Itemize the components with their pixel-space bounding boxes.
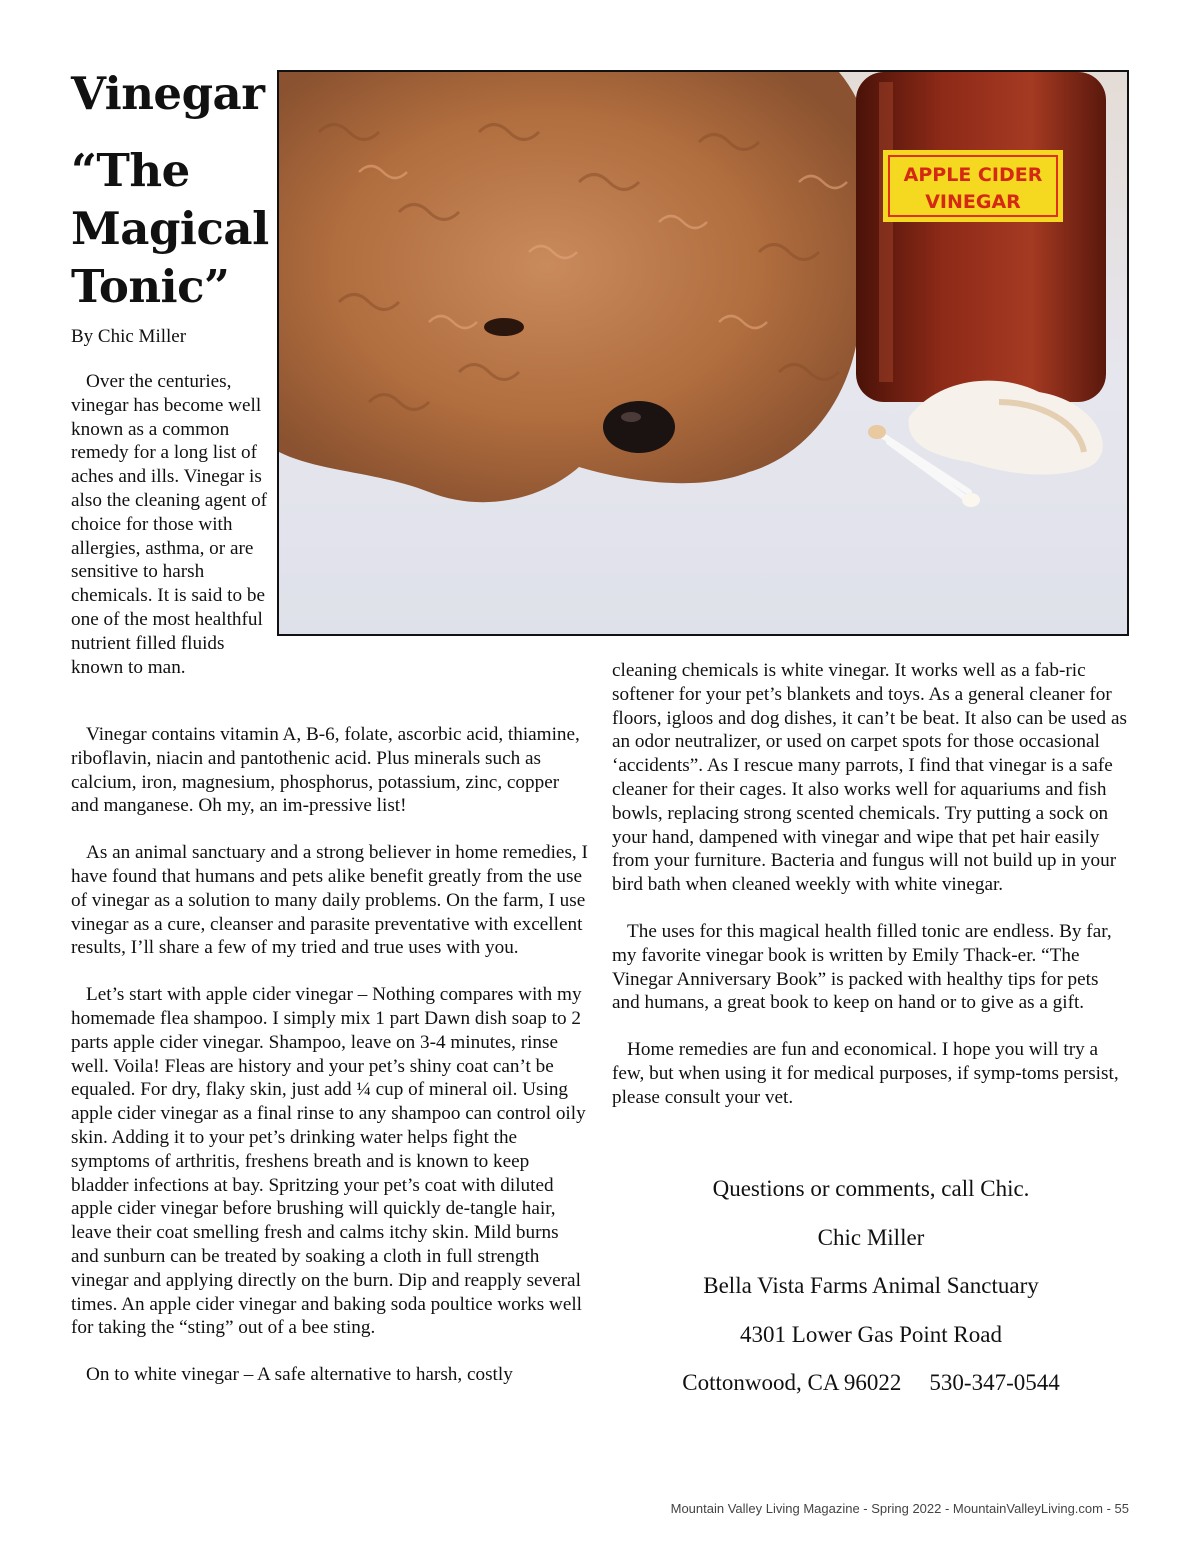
article-subtitle: “The Magical Tonic” — [71, 144, 269, 313]
paragraph: As an animal sanctuary and a strong believer in home remedies, I have found that humans and pets alike benefit greatly from the use of vinegar as a solution to many daily problems. On the farm, I use vinegar as a cure, cleanser and parasite preventative with excellent results, I’ll share a few of my tried and true uses with you. — [71, 842, 588, 959]
right-column — [612, 659, 1130, 1133]
page-footer: Mountain Valley Living Magazine - Spring 2022 - MountainValleyLiving.com - 55 — [670, 1501, 1129, 1516]
contact-city: Cottonwood, CA 96022 — [682, 1370, 902, 1395]
article-photo — [277, 70, 1129, 636]
intro-section — [71, 370, 281, 679]
intro-paragraph: Over the centuries, vinegar has become well known as a common remedy for a long list of aches and ills. Vinegar is also the cleaning agent of choice for those with allergies, asthma, or are sensitive to harsh chemicals. It is said to be one of the most healthful nutrient filled fluids known to man. — [71, 371, 268, 678]
contact-phone: 530-347-0544 — [929, 1370, 1060, 1395]
article-title: Vinegar — [71, 67, 265, 120]
contact-block — [612, 1174, 1130, 1417]
contact-prompt: Questions or comments, call Chic. — [712, 1176, 1030, 1201]
contact-name: Chic Miller — [817, 1224, 925, 1250]
paragraph: Vinegar contains vitamin A, B-6, folate, ascorbic acid, thiamine, riboflavin, niacin and pantothenic acid. Plus minerals such as calcium, iron, magnesium, phosphorus, potassium, zinc, copper and manganese. Oh my, an im-pressive list! — [71, 724, 580, 817]
contact-organization: Bella Vista Farms Animal Sanctuary — [703, 1273, 1039, 1298]
dog-and-vinegar-illustration — [279, 72, 1127, 634]
left-column — [71, 723, 589, 1410]
paragraph: The uses for this magical health filled tonic are endless. By far, my favorite vinegar book is written by Emily Thack-er. “The Vinegar Anniversary Book” is packed with healthy tips for pets and humans, a great book to keep on hand or to give as a gift. — [612, 920, 1112, 1014]
paragraph: Let’s start with apple cider vinegar – Nothing compares with my homemade flea shampoo. I simply mix 1 part Dawn dish soap to 2 parts apple cider vinegar. Shampoo, leave on 3-4 minutes, rinse well. Voila! Fleas are history and your pet’s shiny coat can’t be equaled. For dry, flaky skin, just add ¼ cup of mineral oil. Using apple cider vinegar as a final rinse to any shampoo can control oily skin. Adding it to your pet’s drinking water helps fight the symptoms of arthritis, freshens breath and is known to keep bladder infections at bay. Spritzing your pet’s coat with diluted apple cider vinegar before brushing will quickly de-tangle hair, leave their coat smelling fresh and calms itchy skin. Mild burns and sunburn can be treated by soaking a cloth in full strength vinegar and applying directly on the burn. Dip and reapply several times. An apple cider vinegar and baking soda poultice works well for taking the “sting” out of a bee sting. — [71, 984, 586, 1339]
paragraph: Home remedies are fun and economical. I hope you will try a few, but when using it for medical purposes, if symp-toms persist, please consult your vet. — [612, 1039, 1119, 1108]
label-line-1: APPLE CIDER — [903, 164, 1043, 186]
label-line-2: VINEGAR — [925, 191, 1021, 213]
paragraph: cleaning chemicals is white vinegar. It works well as a fab-ric softener for your pet’s blankets and toys. As a general cleaner for floors, igloos and dog dishes, it can’t be beat. It also can be used as an odor neutralizer, or used on carpet spots for those occasional ‘accidents”. As I rescue many parrots, I find that vinegar is a safe cleaner for their cages. It also works well for aquariums and fish bowls, replacing strong scented chemicals. Try putting a sock on your hand, dampened with vinegar and wipe that pet hair easily from your furniture. Bacteria and fungus will not build up in your bird bath when cleaned weekly with white vinegar. — [612, 660, 1127, 896]
contact-street: 4301 Lower Gas Point Road — [740, 1321, 1002, 1347]
contact-city-phone — [612, 1368, 1130, 1417]
article-byline: By Chic Miller — [71, 326, 187, 347]
paragraph: On to white vinegar – A safe alternative to harsh, costly — [86, 1364, 513, 1386]
